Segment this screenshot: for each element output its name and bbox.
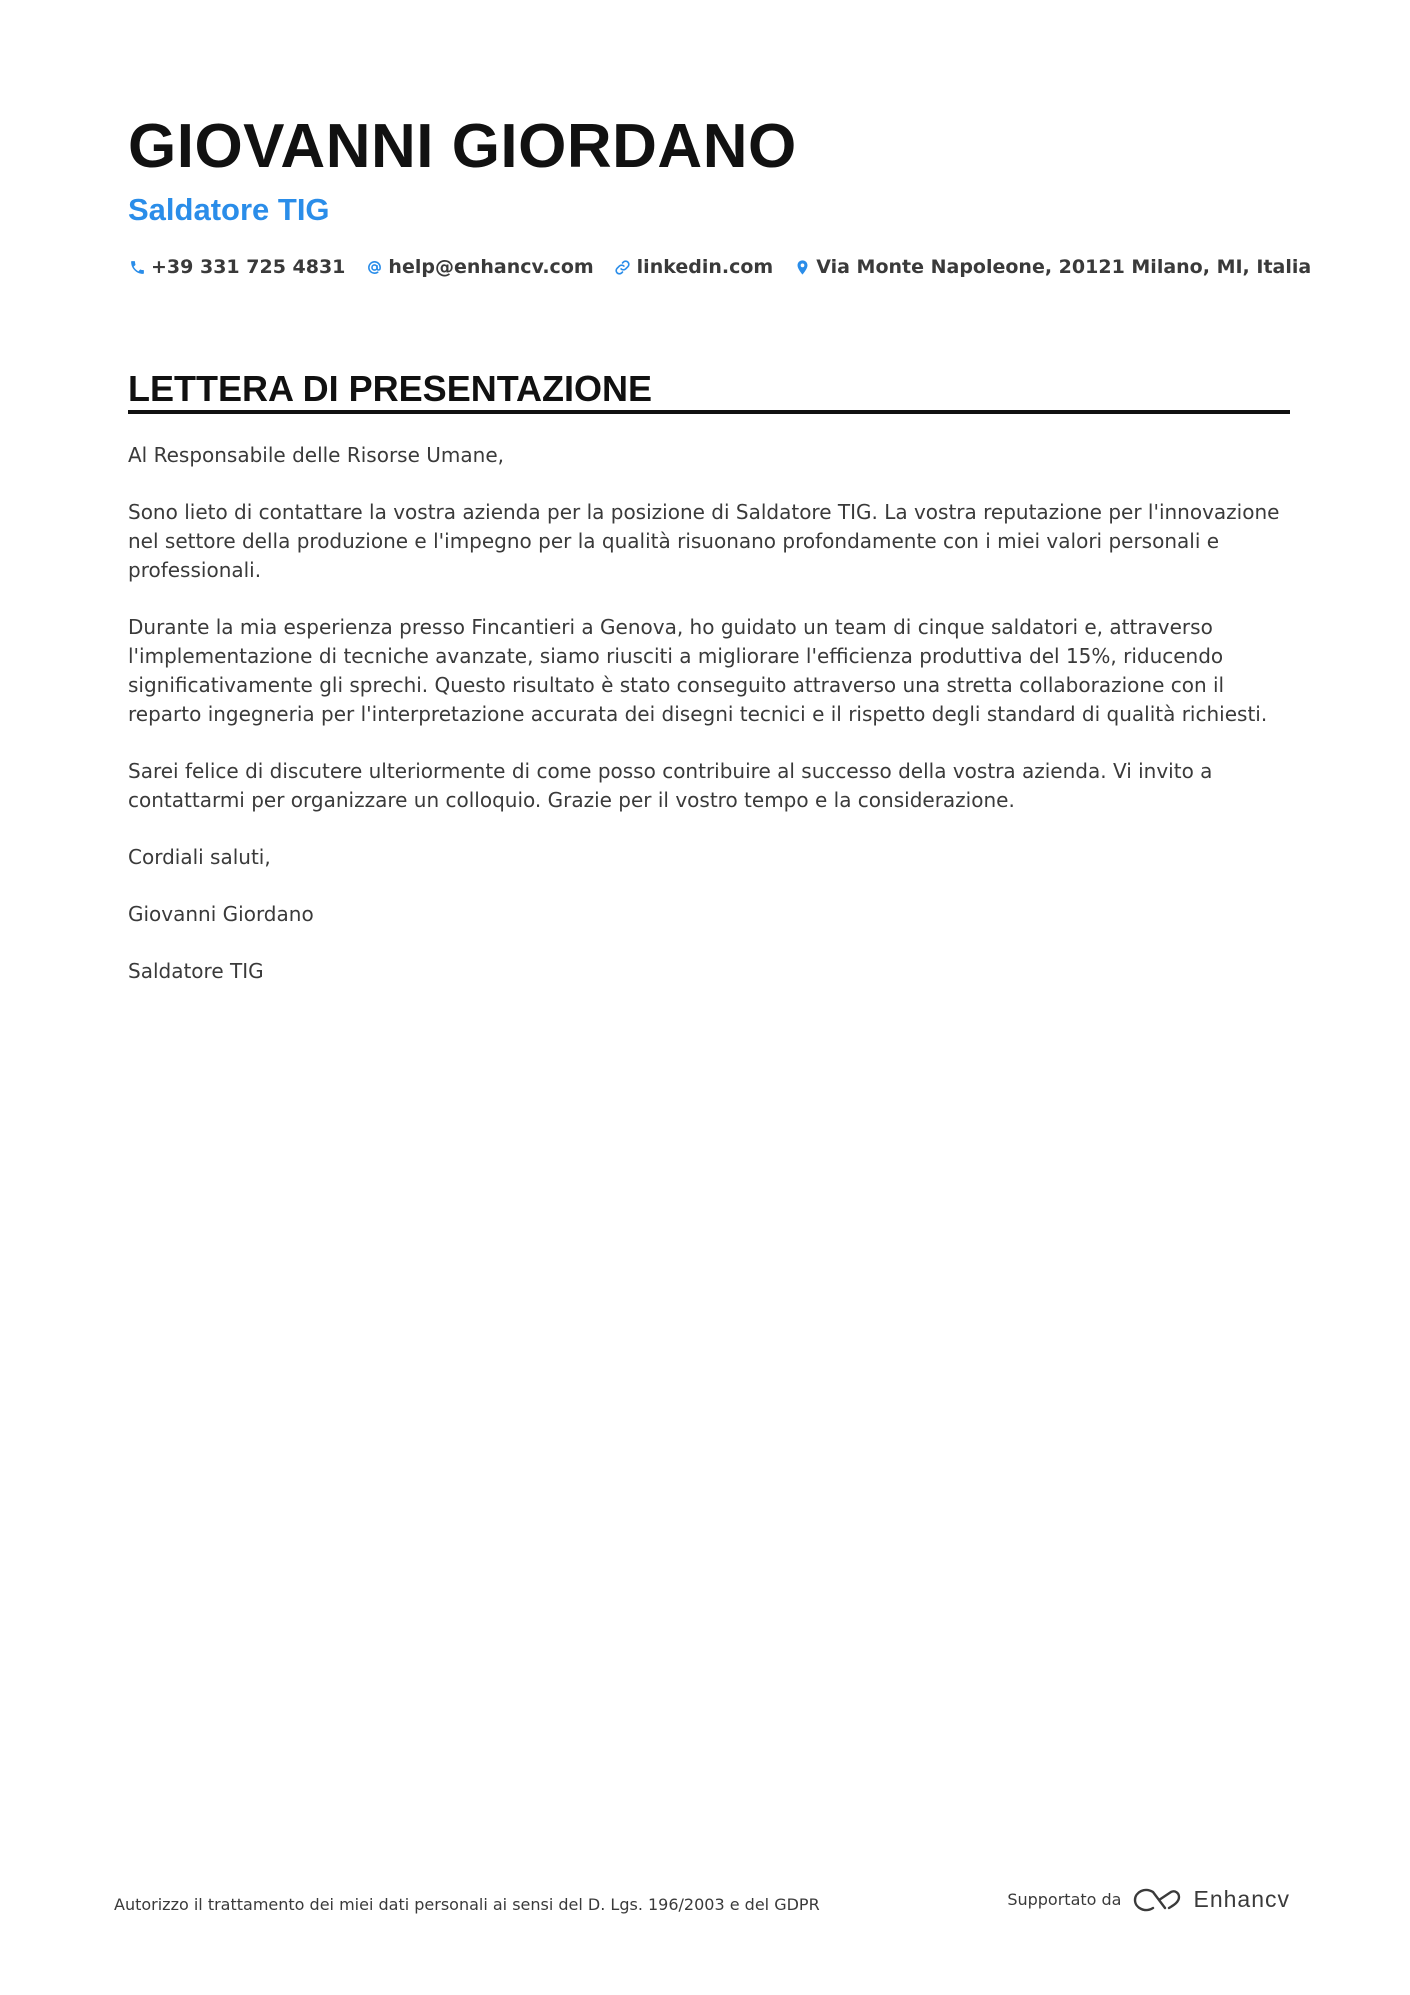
link-icon	[614, 258, 632, 276]
section-divider	[128, 410, 1290, 414]
letter-paragraph: Durante la mia esperienza presso Fincantieri a Genova, ho guidato un team di cinque saldatori e, attraverso l'implementazione di tecniche avanzate, siamo riusciti a migliorare l'efficienza produttiva del 15%, riducendo significativamente gli sprechi. Questo risultato è stato conseguito attraverso una stretta collaborazione con il reparto ingegneria per l'interpretazione accurata dei disegni tecnici e il rispetto degli standard di qualità richiesti.	[128, 615, 1268, 726]
contact-phone	[128, 253, 345, 281]
privacy-note: Autorizzo il trattamento dei miei dati personali ai sensi del D. Lgs. 196/2003 e del GDPR	[114, 1895, 820, 1914]
at-icon	[365, 258, 383, 276]
signature-title: Saldatore TIG	[128, 959, 264, 983]
letter-body	[128, 441, 1298, 1014]
contact-address	[793, 253, 1311, 281]
location-pin-icon	[793, 258, 811, 276]
enhancv-logo-icon	[1133, 1887, 1181, 1913]
brand-name: Enhancv	[1193, 1886, 1290, 1912]
job-title: Saldatore TIG	[128, 192, 330, 227]
letter-paragraph: Sono lieto di contattare la vostra azienda per la posizione di Saldatore TIG. La vostra reputazione per l'innovazione nel settore della produzione e l'impegno per la qualità risuonano profondamente con i miei valori personali e professionali.	[128, 500, 1280, 582]
powered-by-label: Supportato da	[1007, 1890, 1122, 1909]
contact-email-text[interactable]: help@enhancv.com	[388, 256, 594, 278]
signature-name: Giovanni Giordano	[128, 902, 314, 926]
powered-by[interactable]	[1007, 1886, 1290, 1913]
phone-icon	[128, 258, 146, 276]
section-heading: LETTERA DI PRESENTAZIONE	[128, 368, 653, 409]
contact-linkedin[interactable]	[614, 253, 774, 281]
contact-linkedin-text[interactable]: linkedin.com	[636, 256, 774, 278]
letter-paragraph: Sarei felice di discutere ulteriormente di come posso contribuire al successo della vostra azienda. Vi invito a contattarmi per organizzare un colloquio. Grazie per il vostro tempo e la considerazione.	[128, 759, 1213, 812]
contact-phone-text: +39 331 725 4831	[151, 256, 346, 278]
candidate-name: GIOVANNI GIORDANO	[128, 112, 797, 181]
contact-bar	[128, 253, 1331, 281]
letter-salutation: Al Responsabile delle Risorse Umane,	[128, 443, 504, 467]
letter-closing: Cordiali saluti,	[128, 845, 271, 869]
contact-address-text: Via Monte Napoleone, 20121 Milano, MI, Italia	[816, 256, 1312, 278]
contact-email[interactable]	[365, 253, 593, 281]
